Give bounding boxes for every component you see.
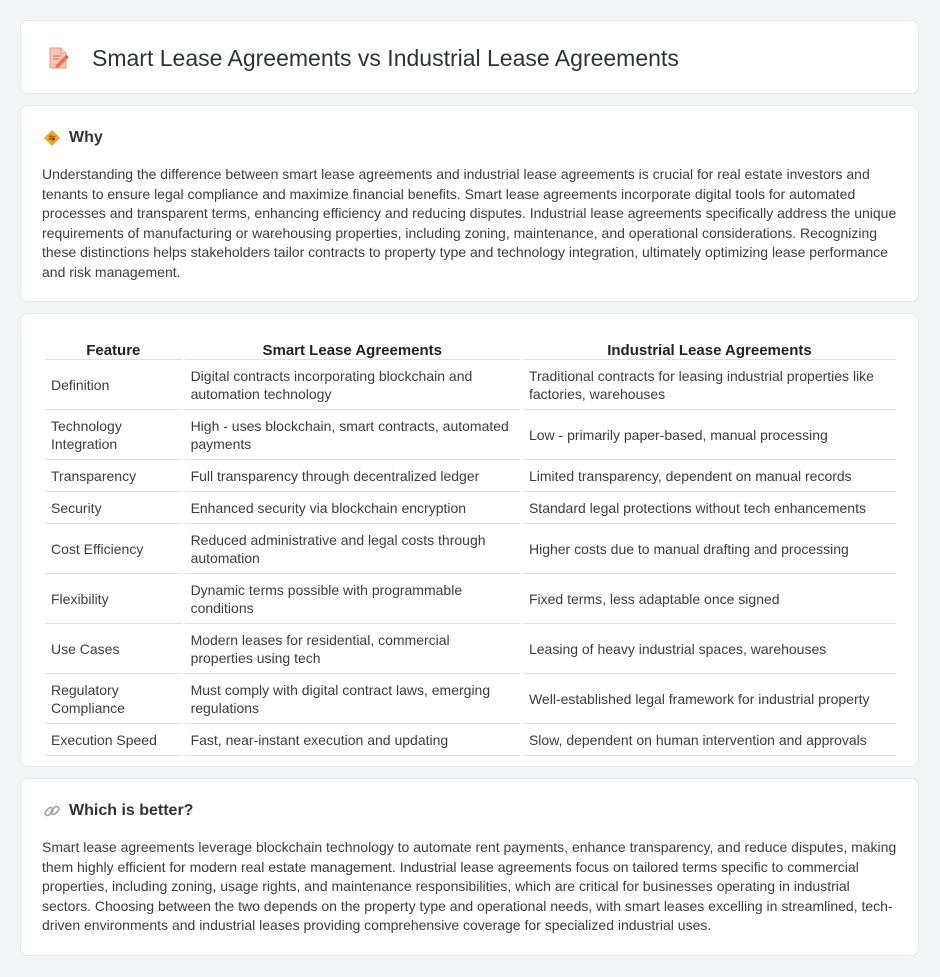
table-row [45, 360, 896, 410]
feature-cell: Execution Speed [45, 724, 182, 756]
table-row [45, 410, 896, 460]
smart-cell: Enhanced security via blockchain encryption [185, 492, 520, 524]
smart-cell: Must comply with digital contract laws, emerging regulations [185, 674, 520, 724]
smart-cell: Dynamic terms possible with programmable conditions [185, 574, 520, 624]
industrial-cell: Well-established legal framework for industrial property [523, 674, 896, 724]
comparison-section [20, 313, 919, 767]
header-industrial: Industrial Lease Agreements [523, 336, 896, 360]
table-row [45, 624, 896, 674]
better-heading-row [43, 801, 193, 821]
header-smart: Smart Lease Agreements [185, 336, 520, 360]
smart-cell: Modern leases for residential, commercial properties using tech [185, 624, 520, 674]
feature-cell: Technology Integration [45, 410, 182, 460]
smart-cell: Full transparency through decentralized ledger [185, 460, 520, 492]
table-row [45, 574, 896, 624]
title-card [20, 20, 919, 94]
industrial-cell: Low - primarily paper-based, manual processing [523, 410, 896, 460]
industrial-cell: Higher costs due to manual drafting and processing [523, 524, 896, 574]
feature-cell: Cost Efficiency [45, 524, 182, 574]
document-edit-icon [47, 46, 69, 70]
why-text: Understanding the difference between smart lease agreements and industrial lease agreements is crucial for real estate investors and tenants to ensure legal compliance and maximize financial benefits. Smart lease agreements incorporate digital tools for automated processes and transparent terms, enhancing efficiency and reducing disputes. Industrial lease agreements specifically address the unique requirements of manufacturing or warehousing properties, including zoning, maintenance, and operational considerations. Recognizing these distinctions helps stakeholders tailor contracts to property type and technology integration, ultimately optimizing lease performance and risk management. [42, 166, 897, 280]
table-row [45, 460, 896, 492]
industrial-cell: Leasing of heavy industrial spaces, warehouses [523, 624, 896, 674]
smart-cell: Reduced administrative and legal costs through automation [185, 524, 520, 574]
better-heading: Which is better? [69, 802, 194, 819]
feature-cell: Use Cases [45, 624, 182, 674]
feature-cell: Flexibility [45, 574, 182, 624]
smart-cell: Digital contracts incorporating blockchain and automation technology [185, 360, 520, 410]
why-heading-row [43, 128, 103, 148]
industrial-cell: Slow, dependent on human intervention and approvals [523, 724, 896, 756]
better-text: Smart lease agreements leverage blockchain technology to automate rent payments, enhance transparency, and reduce disputes, making them highly efficient for modern real estate management. Industrial lease agreements focus on tailored terms specific to commercial properties, including zoning, usage rights, and maintenance responsibilities, which are critical for businesses operating in industrial sectors. Choosing between the two depends on the property type and operational needs, with smart leases excelling in streamlined, tech-driven environments and industrial leases providing comprehensive coverage for specialized industrial uses. [42, 839, 897, 934]
link-icon [43, 802, 61, 820]
industrial-cell: Limited transparency, dependent on manual records [523, 460, 896, 492]
feature-cell: Security [45, 492, 182, 524]
table-header-row [45, 336, 896, 360]
page-title: Smart Lease Agreements vs Industrial Lease Agreements [92, 45, 679, 71]
industrial-cell: Fixed terms, less adaptable once signed [523, 574, 896, 624]
smart-cell: Fast, near-instant execution and updating [185, 724, 520, 756]
table-row [45, 674, 896, 724]
industrial-cell: Standard legal protections without tech enhancements [523, 492, 896, 524]
table-row [45, 724, 896, 756]
industrial-cell: Traditional contracts for leasing industrial properties like factories, warehouses [523, 360, 896, 410]
why-heading: Why [69, 129, 103, 146]
table-row [45, 524, 896, 574]
diamond-arrows-icon [43, 129, 61, 147]
feature-cell: Regulatory Compliance [45, 674, 182, 724]
comparison-table [42, 336, 899, 756]
feature-cell: Transparency [45, 460, 182, 492]
table-row [45, 492, 896, 524]
feature-cell: Definition [45, 360, 182, 410]
smart-cell: High - uses blockchain, smart contracts, automated payments [185, 410, 520, 460]
header-feature: Feature [45, 336, 182, 360]
which-is-better-section [20, 778, 919, 956]
why-section [20, 105, 919, 302]
